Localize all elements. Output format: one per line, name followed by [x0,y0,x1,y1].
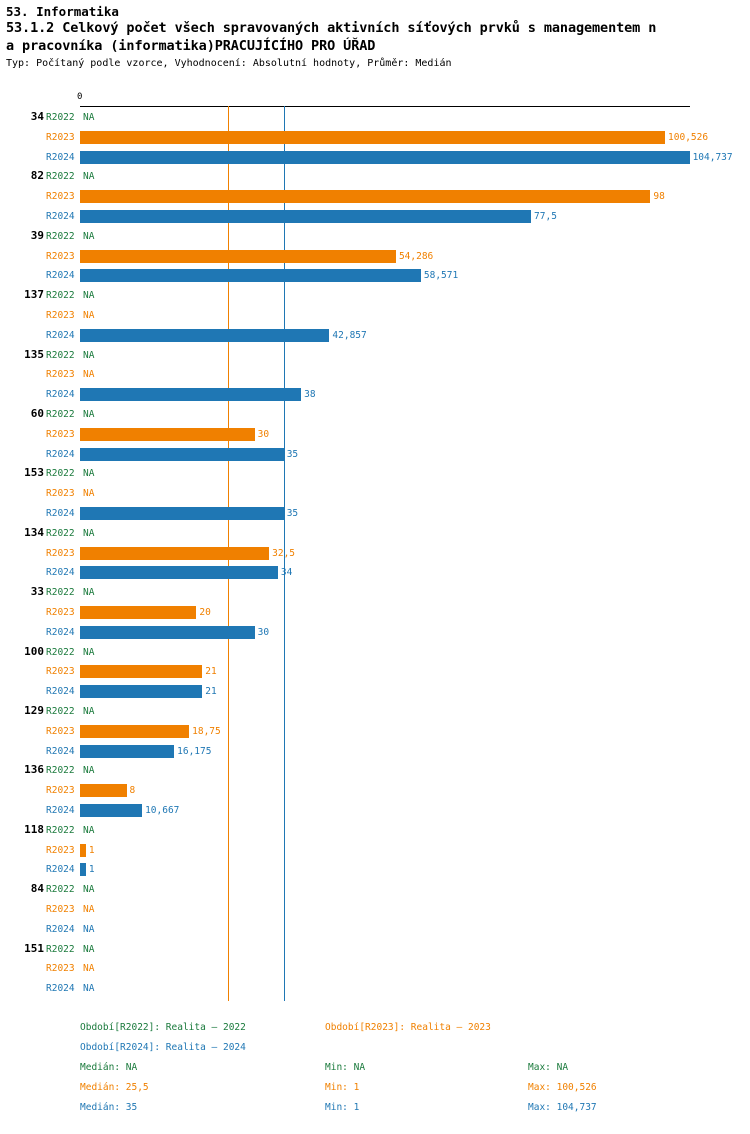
group-id-label: 39 [30,228,44,242]
bar-r2024 [80,329,329,342]
row-period-label: R2024 [46,389,75,401]
group-id-label: 60 [30,407,44,420]
bar-value-label: NA [83,765,95,777]
bar-value-label: 10,667 [145,804,180,816]
section-title: 53. Informatika [6,4,119,19]
chart-header [0,0,750,71]
stat-min-2023: Min: 1 [325,1082,360,1093]
row-period-label: R2023 [46,606,75,618]
bar-group [0,346,750,405]
group-id-label: 34 [30,110,44,123]
bar-chart [0,92,750,1012]
stat-median-2022: Medián: NA [80,1062,138,1073]
row-period-label: R2023 [46,785,75,797]
group-id-label: 82 [30,169,44,183]
bar-group [0,702,750,761]
bar-value-label: NA [83,706,95,717]
row-period-label: R2024 [46,983,75,995]
bar-value-label: 58,571 [423,270,459,282]
stats-row-2022 [0,1062,750,1082]
bar-group [0,940,750,999]
row-period-label: R2023 [46,191,75,203]
legend-item-r2024: Období[R2024]: Realita – 2024 [80,1042,246,1053]
bar-r2024 [80,210,531,223]
legend-row-2 [0,1042,750,1062]
bar-row [0,880,750,899]
bar-r2023 [80,606,196,619]
row-period-label: R2024 [46,804,75,816]
bar-r2023 [80,131,665,144]
bar-r2023 [80,250,396,263]
bar-row [0,445,750,464]
bar-group [0,464,750,523]
bar-row [0,504,750,523]
row-period-label: R2024 [46,626,75,638]
bar-r2023 [80,844,86,857]
row-period-label: R2022 [46,171,75,183]
bar-value-label: NA [83,903,95,915]
row-period-label: R2022 [46,646,75,658]
row-period-label: R2024 [46,567,75,579]
bar-row [0,761,750,780]
row-period-label: R2024 [46,210,75,222]
bar-group [0,524,750,583]
row-period-label: R2023 [46,309,75,321]
bar-row [0,207,750,226]
bar-group [0,761,750,820]
stat-max-2024: Max: 104,737 [528,1102,597,1113]
row-period-label: R2022 [46,527,75,539]
group-id-label: 84 [30,882,44,896]
bar-row [0,464,750,483]
bar-r2024 [80,626,255,639]
bar-group [0,583,750,642]
bar-row [0,148,750,167]
bar-row [0,662,750,681]
bar-row [0,306,750,325]
row-period-label: R2023 [46,844,75,856]
chart-legend [0,1022,750,1122]
bar-value-label: 1 [88,864,95,876]
bar-value-label: NA [83,587,95,599]
bar-row [0,841,750,860]
row-period-label: R2022 [46,884,75,896]
bar-row [0,940,750,959]
bar-row [0,405,750,424]
bar-row [0,266,750,285]
bar-group [0,108,750,167]
bar-row [0,167,750,186]
stat-min-2024: Min: 1 [325,1102,360,1113]
stat-max-2022: Max: NA [528,1062,569,1073]
bar-value-label: NA [83,309,95,321]
bar-value-label: NA [83,171,95,183]
row-period-label: R2024 [46,507,75,519]
group-id-label: 135 [24,347,44,361]
bar-value-label: NA [83,943,95,955]
bar-r2024 [80,745,174,758]
stat-median-2023: Medián: 25,5 [80,1082,149,1093]
legend-item-r2023: Období[R2023]: Realita – 2023 [325,1022,491,1033]
bar-value-label: 100,526 [668,131,709,143]
group-id-label: 136 [24,763,44,777]
group-id-label: 137 [24,288,44,302]
bar-value-label: NA [83,230,95,242]
bar-value-label: 21 [205,686,217,698]
bar-r2024 [80,863,86,876]
bar-value-label: 16,175 [177,745,212,757]
stat-max-2023: Max: 100,526 [528,1082,597,1093]
bar-row [0,702,750,721]
bar-row [0,365,750,384]
bar-r2024 [80,388,301,401]
bar-value-label: 30 [257,428,270,440]
bar-value-label: 98 [653,191,665,203]
row-period-label: R2023 [46,963,75,975]
bar-value-label: NA [83,349,95,361]
page-title-line1: 53.1.2 Celkový počet všech spravovaných aktivních síťových prvků s managementem n [6,20,657,36]
row-period-label: R2024 [46,448,75,460]
bar-value-label: NA [83,963,95,975]
bar-value-label: NA [83,369,95,381]
row-period-label: R2023 [46,131,75,143]
bar-group [0,821,750,880]
bar-value-label: 35 [286,507,299,519]
row-period-label: R2022 [46,290,75,302]
row-period-label: R2022 [46,409,75,420]
group-id-label: 134 [24,525,44,539]
bar-value-label: NA [83,983,95,995]
bar-value-label: NA [83,527,95,539]
row-period-label: R2024 [46,329,75,341]
bar-value-label: NA [83,824,95,836]
bar-row [0,603,750,622]
axis-origin-label: 0 [77,92,83,102]
row-period-label: R2024 [46,151,75,163]
bar-value-label: 34 [280,567,293,579]
bar-value-label: NA [83,923,95,935]
bar-r2023 [80,190,650,203]
bar-r2024 [80,507,284,520]
bar-r2023 [80,547,269,560]
bar-row [0,524,750,543]
bar-row [0,959,750,978]
bar-row [0,286,750,305]
stats-row-2024 [0,1102,750,1122]
row-period-label: R2022 [46,765,75,777]
bar-value-label: NA [83,112,95,123]
legend-row-1 [0,1022,750,1042]
bar-row [0,128,750,147]
bar-row [0,187,750,206]
row-period-label: R2023 [46,428,75,440]
bar-r2024 [80,269,421,282]
row-period-label: R2024 [46,686,75,698]
bar-row [0,385,750,404]
bar-group [0,286,750,345]
stat-min-2022: Min: NA [325,1062,366,1073]
bar-value-label: NA [83,468,95,480]
bar-row [0,326,750,345]
bar-r2023 [80,428,255,441]
bar-group [0,880,750,939]
bar-row [0,583,750,602]
bar-row [0,484,750,503]
bar-row [0,742,750,761]
bar-row [0,860,750,879]
bar-value-label: 18,75 [192,725,221,737]
bar-r2024 [80,448,284,461]
bar-value-label: NA [83,290,95,302]
bar-row [0,544,750,563]
bar-value-label: 35 [286,448,299,460]
group-id-label: 153 [24,466,44,480]
bar-row [0,563,750,582]
bar-row [0,821,750,840]
bar-group [0,167,750,226]
bar-value-label: 104,737 [692,151,733,163]
row-period-label: R2023 [46,547,75,559]
row-period-label: R2023 [46,666,75,678]
bar-row [0,979,750,998]
bar-row [0,801,750,820]
bar-row [0,227,750,246]
stat-median-2024: Medián: 35 [80,1102,138,1113]
bar-r2024 [80,566,278,579]
group-id-label: 151 [24,941,44,955]
page-title-line2: a pracovníka (informatika)PRACUJÍCÍHO PRO ÚŘAD [6,38,376,54]
bar-value-label: 30 [257,626,270,638]
bar-value-label: NA [83,409,95,420]
row-period-label: R2022 [46,112,75,123]
bar-r2024 [80,804,142,817]
chart-subtitle: Typ: Počítaný podle vzorce, Vyhodnocení: Absolutní hodnoty, Průměr: Medián [6,58,452,69]
bar-row [0,247,750,266]
bar-group [0,405,750,464]
row-period-label: R2023 [46,725,75,737]
row-period-label: R2024 [46,864,75,876]
row-period-label: R2022 [46,468,75,480]
row-period-label: R2024 [46,745,75,757]
row-period-label: R2022 [46,943,75,955]
bar-r2023 [80,665,202,678]
bar-group [0,643,750,702]
group-id-label: 118 [24,822,44,836]
bar-r2023 [80,784,127,797]
bar-row [0,623,750,642]
bar-r2024 [80,685,202,698]
bar-row [0,682,750,701]
row-period-label: R2024 [46,923,75,935]
bar-value-label: 42,857 [332,329,367,341]
bar-value-label: 54,286 [398,250,434,262]
bar-row [0,108,750,127]
bar-r2023 [80,725,189,738]
bar-value-label: NA [83,646,95,658]
row-period-label: R2023 [46,903,75,915]
bar-row [0,425,750,444]
row-period-label: R2024 [46,270,75,282]
row-period-label: R2023 [46,250,75,262]
bar-value-label: 32,5 [272,547,296,559]
bar-group [0,227,750,286]
row-period-label: R2022 [46,706,75,717]
row-period-label: R2022 [46,587,75,599]
row-period-label: R2022 [46,230,75,242]
bar-row [0,781,750,800]
bar-value-label: 77,5 [534,210,557,222]
row-period-label: R2023 [46,369,75,381]
bar-row [0,900,750,919]
legend-item-r2022: Období[R2022]: Realita – 2022 [80,1022,246,1033]
bar-row [0,643,750,662]
bar-value-label: 38 [304,389,316,401]
row-period-label: R2023 [46,488,75,500]
bar-value-label: NA [83,488,95,500]
bar-value-label: NA [83,884,95,896]
row-period-label: R2022 [46,349,75,361]
bar-value-label: 21 [205,666,217,678]
stats-row-2023 [0,1082,750,1102]
bar-value-label: 20 [199,606,211,618]
axis-top-line [80,106,690,107]
bar-row [0,722,750,741]
bar-r2024 [80,151,690,164]
bar-value-label: 1 [88,844,95,856]
bar-row [0,346,750,365]
bar-row [0,920,750,939]
row-period-label: R2022 [46,824,75,836]
bar-value-label: 8 [129,785,136,797]
group-id-label: 33 [30,585,44,599]
group-id-label: 100 [24,644,44,658]
group-id-label: 129 [24,704,44,717]
